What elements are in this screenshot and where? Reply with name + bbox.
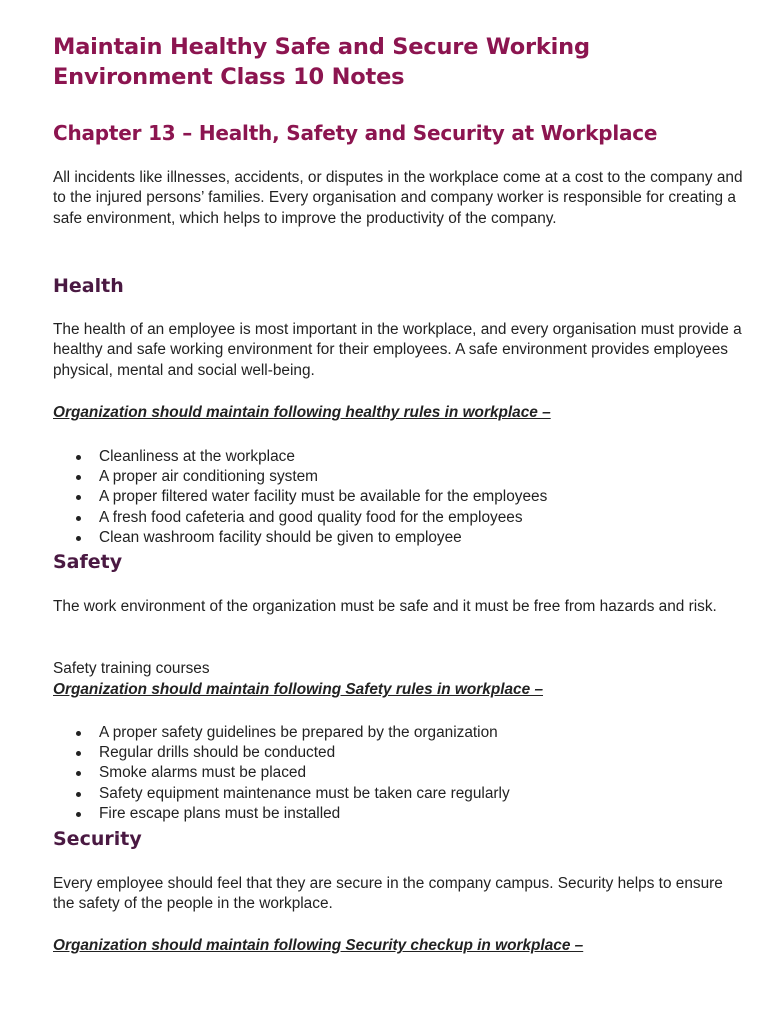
list-item: A proper air conditioning system — [53, 467, 547, 487]
health-paragraph: The health of an employee is most important in the workplace, and every organisation must provide a healthy and safe working environment for their employees. A safe environment provides employees physical, mental and social well-being. — [53, 321, 742, 379]
list-item: Clean washroom facility should be given to employee — [53, 528, 547, 548]
list-item: Safety equipment maintenance must be taken care regularly — [53, 784, 510, 804]
bullet-icon — [76, 516, 81, 521]
list-item: Smoke alarms must be placed — [53, 763, 510, 783]
bullet-icon — [76, 455, 81, 460]
bullet-icon — [76, 771, 81, 776]
safety-subtext: Safety training courses — [53, 660, 210, 677]
document-title: Maintain Healthy Safe and Secure Working Environment Class 10 Notes — [53, 34, 590, 90]
bullet-icon — [76, 751, 81, 756]
list-item: Fire escape plans must be installed — [53, 804, 510, 824]
bullet-icon — [76, 475, 81, 480]
list-item: A fresh food cafeteria and good quality food for the employees — [53, 508, 547, 528]
list-item: A proper safety guidelines be prepared by the organization — [53, 723, 510, 743]
chapter-heading: Chapter 13 – Health, Safety and Security at Workplace — [53, 121, 658, 145]
bullet-icon — [76, 731, 81, 736]
list-item: Cleanliness at the workplace — [53, 447, 547, 467]
intro-paragraph: All incidents like illnesses, accidents, or disputes in the workplace come at a cost to the company and to the injured persons’ families. Every organisation and company worker is responsible for creating a safe environment, which helps to improve the productivity of the company. — [53, 169, 743, 227]
safety-rules-list — [53, 723, 510, 824]
health-rules-title: Organization should maintain following healthy rules in workplace – — [53, 404, 551, 421]
safety-paragraph: The work environment of the organization must be safe and it must be free from hazards and risk. — [53, 598, 717, 615]
security-paragraph: Every employee should feel that they are secure in the company campus. Security helps to ensure the safety of the people in the workplace. — [53, 875, 723, 913]
list-item: Regular drills should be conducted — [53, 743, 510, 763]
safety-heading: Safety — [53, 551, 123, 573]
bullet-icon — [76, 792, 81, 797]
bullet-icon — [76, 536, 81, 541]
health-heading: Health — [53, 275, 124, 297]
list-item: A proper filtered water facility must be available for the employees — [53, 487, 547, 507]
health-rules-list — [53, 447, 547, 548]
security-heading: Security — [53, 828, 142, 850]
safety-rules-title: Organization should maintain following Safety rules in workplace – — [53, 681, 544, 698]
bullet-icon — [76, 812, 81, 817]
bullet-icon — [76, 495, 81, 500]
security-rules-title: Organization should maintain following Security checkup in workplace – — [53, 937, 584, 954]
